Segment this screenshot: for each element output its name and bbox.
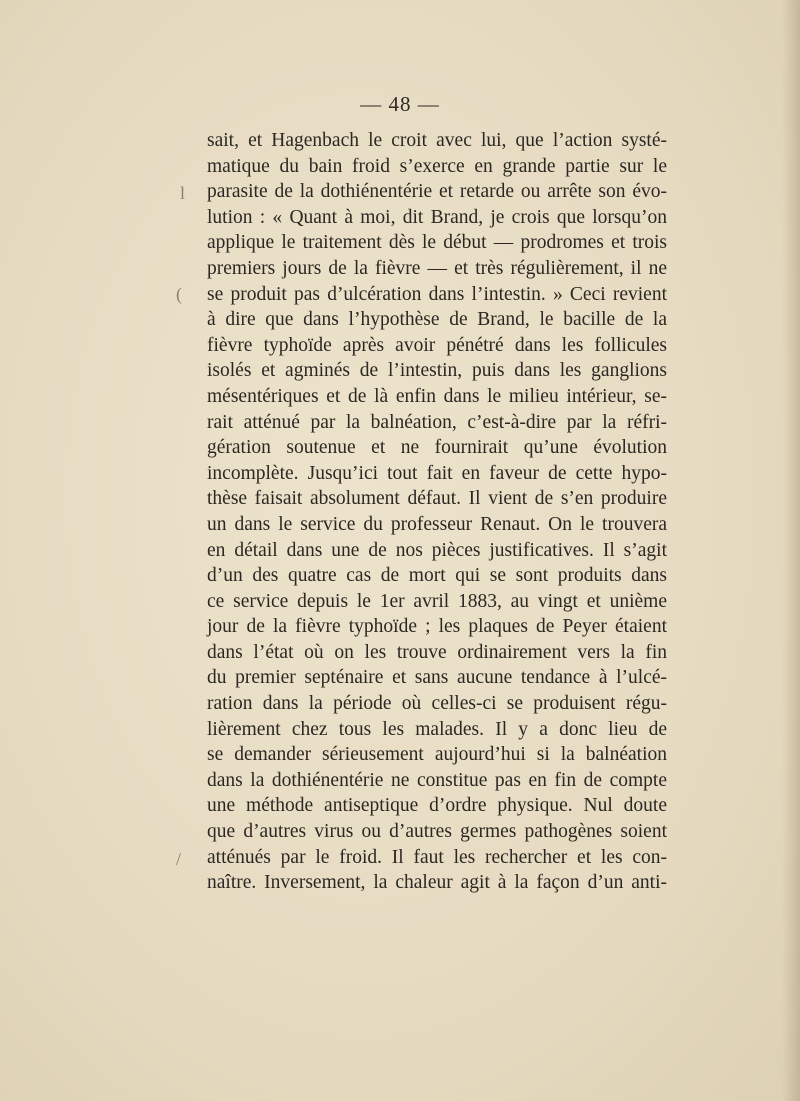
- text-line: rait atténué par la balnéation, c’est-à-dire par la réfri-: [207, 411, 667, 433]
- text-line: mésentériques et de là enfin dans le milieu intérieur, se-: [207, 385, 667, 407]
- page-number: — 48 —: [360, 92, 440, 116]
- text-line: lièrement chez tous les malades. Il y a donc lieu de: [207, 718, 667, 740]
- text-line: applique le traitement dès le début — prodromes et trois: [207, 232, 667, 254]
- text-line: en détail dans une de nos pièces justificatives. Il s’agit: [207, 539, 667, 561]
- text-line: se demander sérieusement aujourd’hui si la balnéation: [207, 744, 667, 766]
- margin-annotation: (: [176, 284, 182, 304]
- text-line: matique du bain froid s’exerce en grande partie sur le: [207, 155, 667, 177]
- text-line: jour de la fièvre typhoïde ; les plaques de Peyer étaient: [207, 616, 667, 638]
- body-text: [207, 128, 667, 896]
- text-line: gération soutenue et ne fournirait qu’une évolution: [207, 437, 667, 459]
- text-line: parasite de la dothiénentérie et retarde ou arrête son évo-: [207, 181, 667, 203]
- text-line: atténués par le froid. Il faut les rechercher et les con-: [207, 846, 667, 868]
- text-line: ration dans la période où celles-ci se produisent régu-: [207, 693, 667, 715]
- text-line: premiers jours de la fièvre — et très régulièrement, il ne: [207, 257, 667, 279]
- text-line: se produit pas d’ulcération dans l’intestin. » Ceci revient: [207, 283, 667, 305]
- page-edge-shadow: [782, 0, 800, 1101]
- margin-annotation: l: [180, 183, 186, 203]
- text-line: incomplète. Jusqu’ici tout fait en faveur de cette hypo-: [207, 462, 667, 484]
- margin-annotation: /: [176, 849, 182, 869]
- text-line: à dire que dans l’hypothèse de Brand, le bacille de la: [207, 309, 667, 331]
- text-line: un dans le service du professeur Renaut. On le trouvera: [207, 513, 667, 535]
- text-line: d’un des quatre cas de mort qui se sont produits dans: [207, 565, 667, 587]
- text-line: isolés et agminés de l’intestin, puis dans les ganglions: [207, 360, 667, 382]
- text-line: fièvre typhoïde après avoir pénétré dans les follicules: [207, 334, 667, 356]
- text-line: dans l’état où on les trouve ordinairement vers la fin: [207, 641, 667, 663]
- text-line: du premier septénaire et sans aucune tendance à l’ulcé-: [207, 667, 667, 689]
- text-line: thèse faisait absolument défaut. Il vient de s’en produire: [207, 488, 667, 510]
- text-line: sait, et Hagenbach le croit avec lui, que l’action systé-: [207, 130, 667, 151]
- text-line: ce service depuis le 1er avril 1883, au vingt et unième: [207, 590, 667, 612]
- text-line: que d’autres virus ou d’autres germes pathogènes soient: [207, 821, 667, 843]
- text-line: lution : « Quant à moi, dit Brand, je crois que lorsqu’on: [207, 206, 667, 228]
- text-line: dans la dothiénentérie ne constitue pas en fin de compte: [207, 769, 667, 791]
- text-line: une méthode antiseptique d’ordre physique. Nul doute: [207, 795, 667, 817]
- text-line: naître. Inversement, la chaleur agit à la façon d’un anti-: [207, 872, 667, 894]
